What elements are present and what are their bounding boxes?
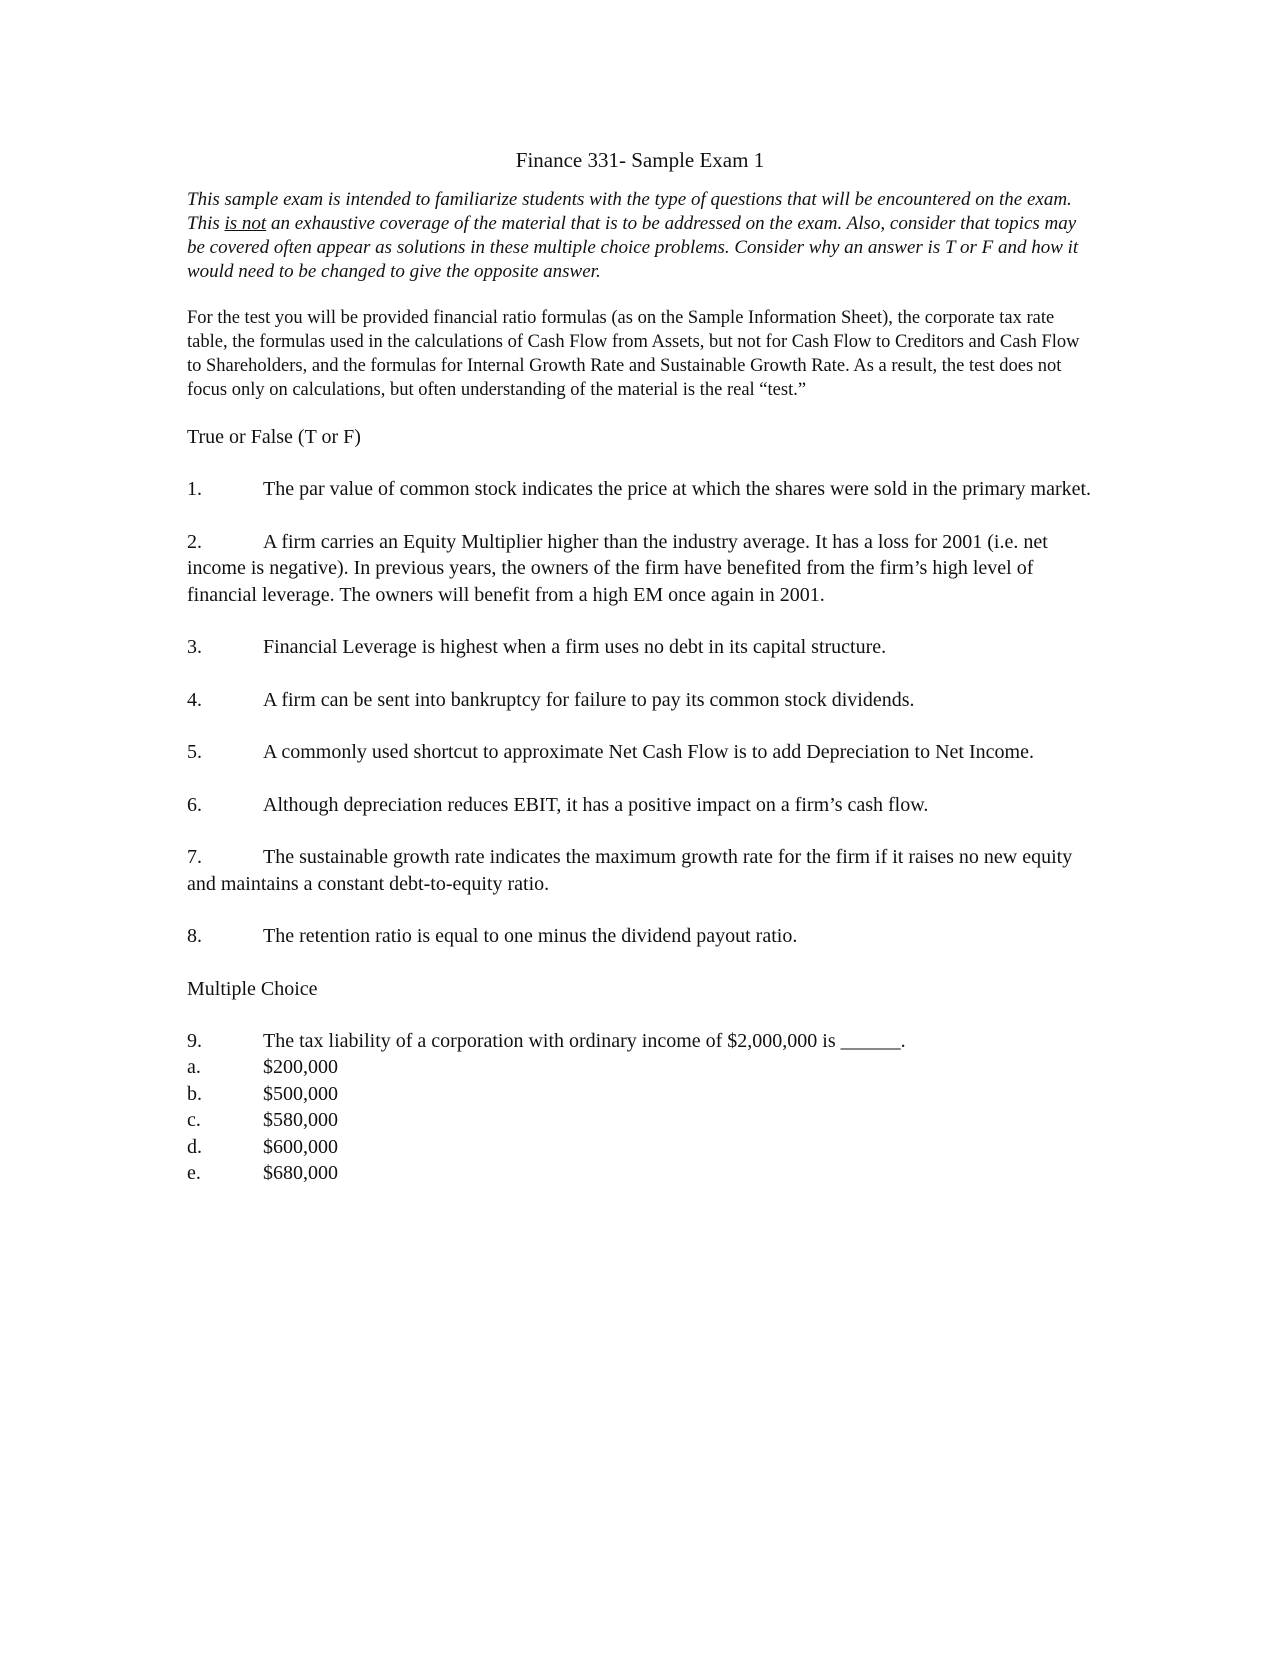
question-8 [187,923,1093,950]
answer-options [187,1054,1093,1187]
question-4 [187,687,1093,714]
question-text: A firm carries an Equity Multiplier higher than the industry average. It has a loss for 2001 (i.e. net income is negative). In previous years, the owners of the firm have benefited from the firm’s high level of financial leverage. The owners will benefit from a high EM once again in 2001. [187,530,1048,606]
page-title: Finance 331- Sample Exam 1 [515,148,765,172]
intro-paragraph [187,188,1093,284]
question-number: 1. [187,478,202,500]
option-label: b. [187,1082,202,1105]
intro-text-start: This sample exam is intended to familiarize students with the type of questions that will be encountered on the exam. This [187,189,1072,234]
question-text: The tax liability of a corporation with ordinary income of $2,000,000 is ______. [263,1029,906,1052]
question-number: 9. [187,1029,202,1052]
question-number: 2. [187,530,202,553]
option-label: a. [187,1056,201,1078]
option-a [187,1054,1093,1081]
intro-text-end: an exhaustive coverage of the material that is to be addressed on the exam. Also, consider that topics may be covered often appear as solutions in these multiple choice problems. Consider why an answer is T or F and how it would need to be changed to give the opposite answer. [187,213,1079,282]
question-3 [187,634,1093,661]
question-number: 8. [187,925,202,947]
question-number: 3. [187,636,202,658]
option-text: $200,000 [263,1056,338,1078]
info-paragraph: For the test you will be provided financial ratio formulas (as on the Sample Information Sheet), the corporate tax rate table, the formulas used in the calculations of Cash Flow from Assets, but not for Cash Flow to Creditors and Cash Flow to Shareholders, and the formulas for Internal Growth Rate and Sustainable Growth Rate. As a result, the test does not focus only on calculations, but often understanding of the material is the real “test.” [187,308,1080,400]
question-number: 6. [187,793,202,816]
option-label: c. [187,1109,201,1131]
page-content [187,146,1093,1187]
question-text: Financial Leverage is highest when a firm uses no debt in its capital structure. [263,636,887,658]
option-c [187,1107,1093,1134]
question-text: A commonly used shortcut to approximate Net Cash Flow is to add Depreciation to Net Income. [263,741,1034,763]
question-text: A firm can be sent into bankruptcy for failure to pay its common stock dividends. [263,688,915,711]
question-5 [187,739,1093,766]
true-false-list [187,476,1093,950]
question-2 [187,529,1093,609]
question-9 [187,1028,1093,1187]
question-text: The retention ratio is equal to one minus the dividend payout ratio. [263,925,798,947]
question-number: 4. [187,688,202,711]
option-b [187,1081,1093,1108]
question-text: The sustainable growth rate indicates the maximum growth rate for the firm if it raises no new equity and maintains a constant debt-to-equity ratio. [187,846,1073,895]
question-number: 5. [187,741,202,763]
intro-emphasis: is not [224,213,267,234]
question-number: 7. [187,846,202,868]
question-1 [187,476,1093,503]
true-false-heading: True or False (T or F) [187,426,361,448]
option-text: $500,000 [263,1082,338,1105]
option-d [187,1134,1093,1161]
question-text: Although depreciation reduces EBIT, it has a positive impact on a firm’s cash flow. [263,793,929,816]
option-label: e. [187,1162,201,1184]
question-6 [187,792,1093,819]
multiple-choice-heading: Multiple Choice [187,977,318,1000]
question-7 [187,844,1093,897]
question-text: The par value of common stock indicates the price at which the shares were sold in the primary market. [263,478,1092,500]
option-text: $680,000 [263,1162,338,1184]
question-stem [187,1028,1093,1055]
option-text: $600,000 [263,1135,338,1158]
option-text: $580,000 [263,1109,338,1131]
option-e [187,1160,1093,1187]
option-label: d. [187,1135,202,1158]
